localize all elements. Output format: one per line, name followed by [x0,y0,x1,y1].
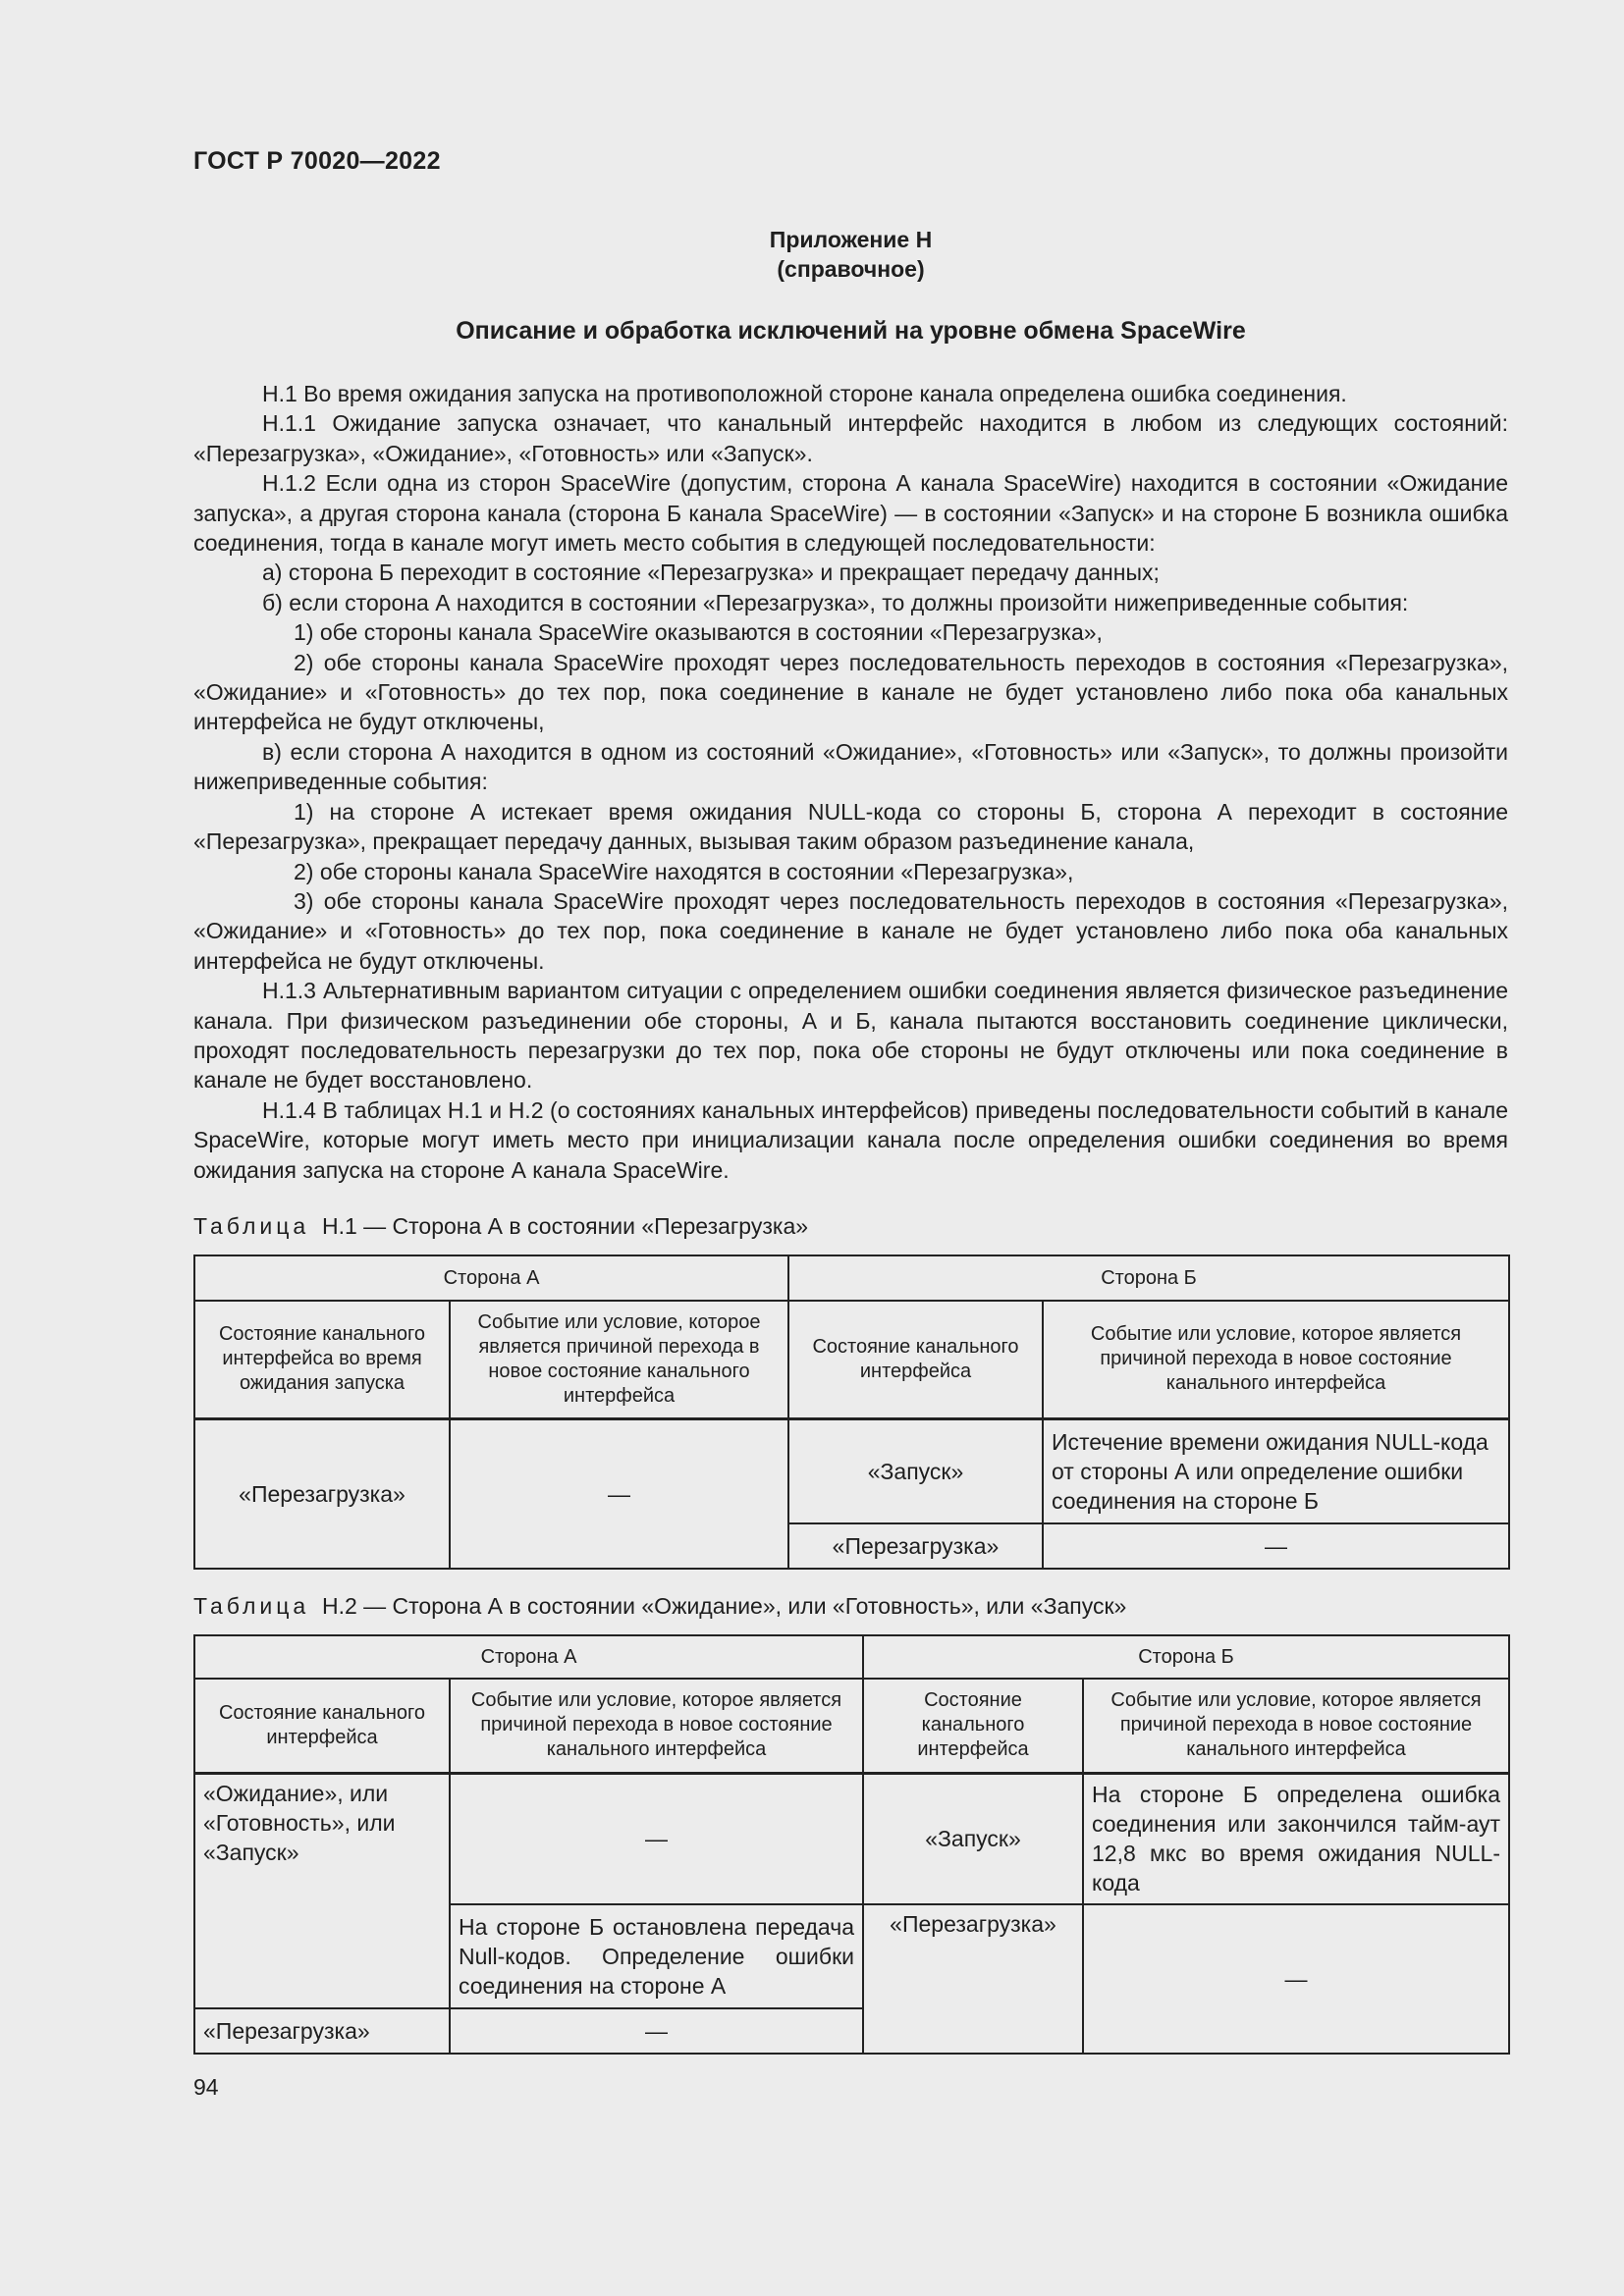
table2-caption [193,1593,1126,1620]
table2-cell: — [450,1773,863,1904]
table2-cell: На стороне Б определена ошибка соединения или закончился тайм-аут 12,8 мкс во время ожидания NULL-кода [1083,1773,1509,1904]
table1-caption-word: Таблица [193,1213,310,1239]
list-item: а) сторона Б переходит в состояние «Перезагрузка» и прекращает передачу данных; [262,560,1160,586]
table2-side-b-header: Сторона Б [863,1635,1509,1679]
table1-cell: — [450,1418,788,1569]
paragraph: Н.1.2 Если одна из сторон SpaceWire (допустим, сторона А канала SpaceWire) находится в состоянии «Ожидание запуска», а другая сторона канала (сторона Б канала SpaceWire) — в состоянии «Запуск» и на стороне Б возникла ошибка соединения, тогда в канале могут иметь место события в следующей последовательности: [193,470,1508,557]
table2-cell: «Запуск» [863,1773,1083,1904]
table1-caption-text: Н.1 — Сторона А в состоянии «Перезагрузка» [321,1213,809,1239]
table2-caption-text: Н.2 — Сторона А в состоянии «Ожидание», или «Готовность», или «Запуск» [321,1593,1127,1619]
body-text [193,379,1508,1185]
table2-cell: «Перезагрузка» [194,2008,450,2054]
table1-cell: — [1043,1523,1509,1569]
table1 [193,1255,1510,1570]
table2 [193,1634,1510,2055]
table2-cell: На стороне Б остановлена передача Null-кодов. Определение ошибки соединения на стороне А [450,1904,863,2008]
table1-col-header: Состояние канального интерфейса [788,1301,1043,1418]
list-item: 3) обе стороны канала SpaceWire проходят через последовательность переходов в состояния «Перезагрузка», «Ожидание» и «Готовность» до тех пор, пока соединение в канале не будет установлено либо пока оба канальных интерфейса не будут отключены. [193,887,1508,974]
table1-caption [193,1213,808,1240]
table2-cell: «Перезагрузка» [863,1904,1083,2054]
table2-cell: «Ожидание», или «Готовность», или «Запуск» [194,1773,450,2008]
paragraph: Н.1.3 Альтернативным вариантом ситуации с определением ошибки соединения является физическое разъединение канала. При физическом разъединении обе стороны, А и Б, канала пытаются восстановить соединение циклически, проходят последовательность перезагрузки до тех пор, пока обе стороны не будут отключены или пока соединение в канале не будет восстановлено. [193,978,1508,1094]
table1-cell: Истечение времени ожидания NULL-кода от стороны А или определение ошибки соединения на стороне Б [1043,1418,1509,1523]
appendix-title: Описание и обработка исключений на уровне обмена SpaceWire [456,317,1246,345]
paragraph: Н.1.4 В таблицах Н.1 и Н.2 (о состояниях канальных интерфейсов) приведены последовательности событий в канале SpaceWire, которые могут иметь место при инициализации канала после определения ошибки соединения во время ожидания запуска на стороне А канала SpaceWire. [193,1096,1508,1183]
paragraph: Н.1 Во время ожидания запуска на противоположной стороне канала определена ошибка соединения. [262,381,1347,406]
appendix-type: (справочное) [777,256,925,282]
table2-col-header: Событие или условие, которое является причиной перехода в новое состояние канального интерфейса [1083,1679,1509,1773]
table2-cell: — [450,2008,863,2054]
table2-col-header: Событие или условие, которое является причиной перехода в новое состояние канального интерфейса [450,1679,863,1773]
table2-caption-word: Таблица [193,1593,310,1619]
table2-side-a-header: Сторона А [194,1635,863,1679]
table1-col-header: Состояние канального интерфейса во время ожидания запуска [194,1301,450,1418]
table1-cell: «Перезагрузка» [194,1418,450,1569]
table1-col-header: Событие или условие, которое является причиной перехода в новое состояние канального интерфейса [450,1301,788,1418]
table1-side-a-header: Сторона А [194,1255,788,1301]
standard-header: ГОСТ Р 70020—2022 [193,147,441,175]
list-item: б) если сторона А находится в состоянии «Перезагрузка», то должны произойти нижеприведенные события: [262,589,1409,615]
table1-side-b-header: Сторона Б [788,1255,1509,1301]
list-item: 1) на стороне А истекает время ожидания NULL-кода со стороны Б, сторона А переходит в состояние «Перезагрузка», прекращает передачу данных, вызывая таким образом разъединение канала, [193,798,1508,855]
paragraph: Н.1.1 Ожидание запуска означает, что канальный интерфейс находится в любом из следующих состояний: «Перезагрузка», «Ожидание», «Готовность» или «Запуск». [193,410,1508,466]
table2-cell: — [1083,1904,1509,2054]
table2-col-header: Состояние канального интерфейса [194,1679,450,1773]
table2-col-header: Состояние канального интерфейса [863,1679,1083,1773]
list-item: в) если сторона А находится в одном из состояний «Ожидание», «Готовность» или «Запуск», то должны произойти нижеприведенные события: [193,738,1508,795]
appendix-heading [193,225,1508,284]
table1-cell: «Перезагрузка» [788,1523,1043,1569]
list-item: 2) обе стороны канала SpaceWire проходят через последовательность переходов в состояния «Перезагрузка», «Ожидание» и «Готовность» до тех пор, пока соединение в канале не будет установлено либо пока оба канальных интерфейса не будут отключены, [193,649,1508,735]
table1-col-header: Событие или условие, которое является причиной перехода в новое состояние канального интерфейса [1043,1301,1509,1418]
table1-cell: «Запуск» [788,1418,1043,1523]
list-item: 2) обе стороны канала SpaceWire находятся в состоянии «Перезагрузка», [294,858,1074,884]
page-number: 94 [193,2074,219,2100]
list-item: 1) обе стороны канала SpaceWire оказываются в состоянии «Перезагрузка», [294,619,1103,646]
appendix-label: Приложение Н [769,227,933,252]
